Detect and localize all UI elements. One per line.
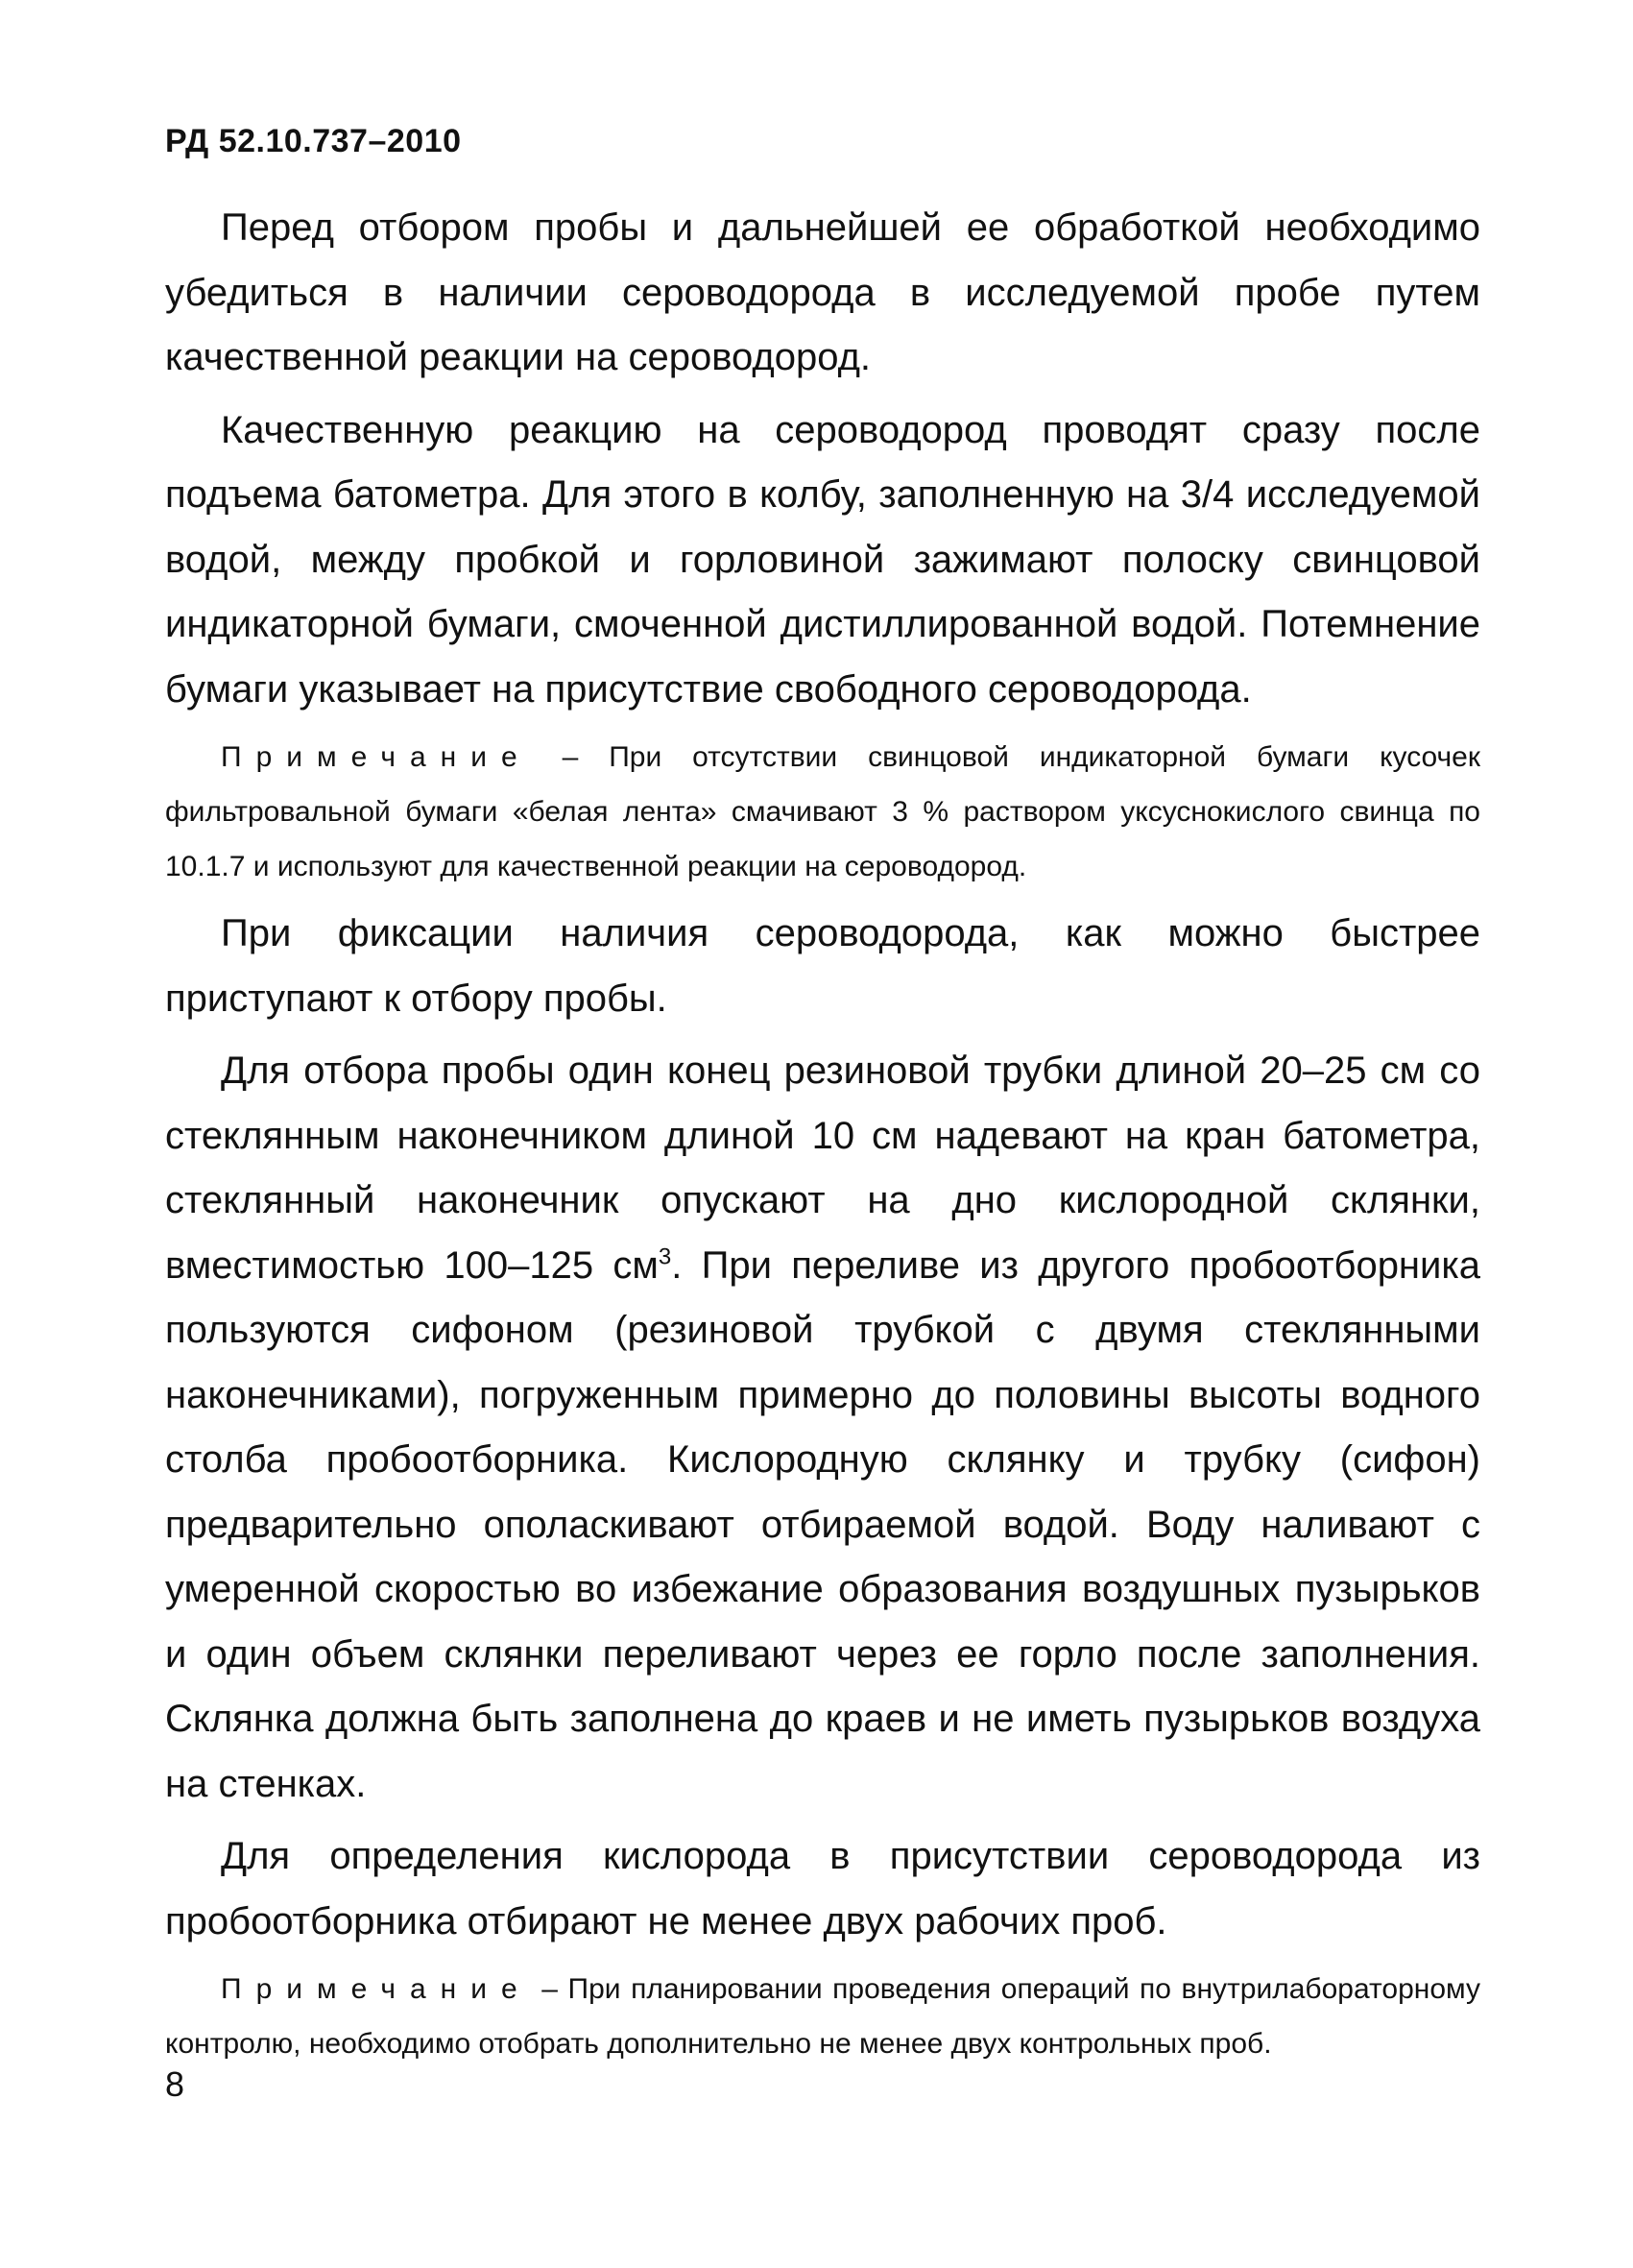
paragraph-sampling-text-a: Для отбора пробы один конец резиновой трубки длиной 20–25 см со стеклянным наконечником длиной 10 см надевают на кран батометра, стеклянный наконечник опускают на дно кислородной склянки, вместимостью 100–125 см: [165, 1050, 1480, 1287]
paragraph-check-hydrogen-sulfide: Перед отбором пробы и дальнейшей ее обработкой необходимо убедиться в наличии сероводорода в исследуемой пробе путем качественной реакции на сероводород.: [165, 206, 1480, 378]
superscript-cubic: 3: [658, 1243, 672, 1270]
paragraph-two-working-samples: Для определения кислорода в присутствии сероводорода из пробоотборника отбирают не менее двух рабочих проб.: [165, 1835, 1480, 1942]
paragraph-sampling-procedure: [165, 1039, 1480, 1817]
note-label: Примечание: [221, 1973, 532, 2005]
document-body: [165, 196, 1480, 2079]
note-text: – При планировании проведения операций по внутрилабораторному контролю, необходимо отобрать дополнительно не менее двух контрольных проб.: [165, 1973, 1480, 2060]
note-control-samples: [165, 1962, 1480, 2071]
page-number: 8: [165, 2064, 185, 2104]
paragraph-sampling-text-b: . При переливе из другого пробоотборника пользуются сифоном (резиновой трубкой с двумя стеклянными наконечниками), погруженным примерно до половины высоты водного столба пробоотборника. Кислородную склянку и трубку (сифон) предварительно ополаскивают отбираемой водой. Воду наливают с умеренной скоростью во избежание образования воздушных пузырьков и один объем склянки переливают через ее горло после заполнения. Склянка должна быть заполнена до краев и не иметь пузырьков воздуха на стенках.: [165, 1243, 1480, 1805]
note-label: Примечание: [221, 741, 532, 773]
paragraph-start-sampling: При фиксации наличия сероводорода, как можно быстрее приступают к отбору пробы.: [165, 912, 1480, 1020]
note-text: – При отсутствии свинцовой индикаторной бумаги кусочек фильтровальной бумаги «белая лента» смачивают 3 % раствором уксуснокислого свинца по 10.1.7 и используют для качественной реакции на сероводород.: [165, 741, 1480, 882]
note-lead-paper: [165, 730, 1480, 894]
document-code-header: РД 52.10.737–2010: [165, 123, 462, 159]
paragraph-qualitative-reaction: Качественную реакцию на сероводород проводят сразу после подъема батометра. Для этого в колбу, заполненную на 3/4 исследуемой водой, между пробкой и горловиной зажимают полоску свинцовой индикаторной бумаги, смоченной дистиллированной водой. Потемнение бумаги указывает на присутствие свободного сероводорода.: [165, 408, 1480, 711]
